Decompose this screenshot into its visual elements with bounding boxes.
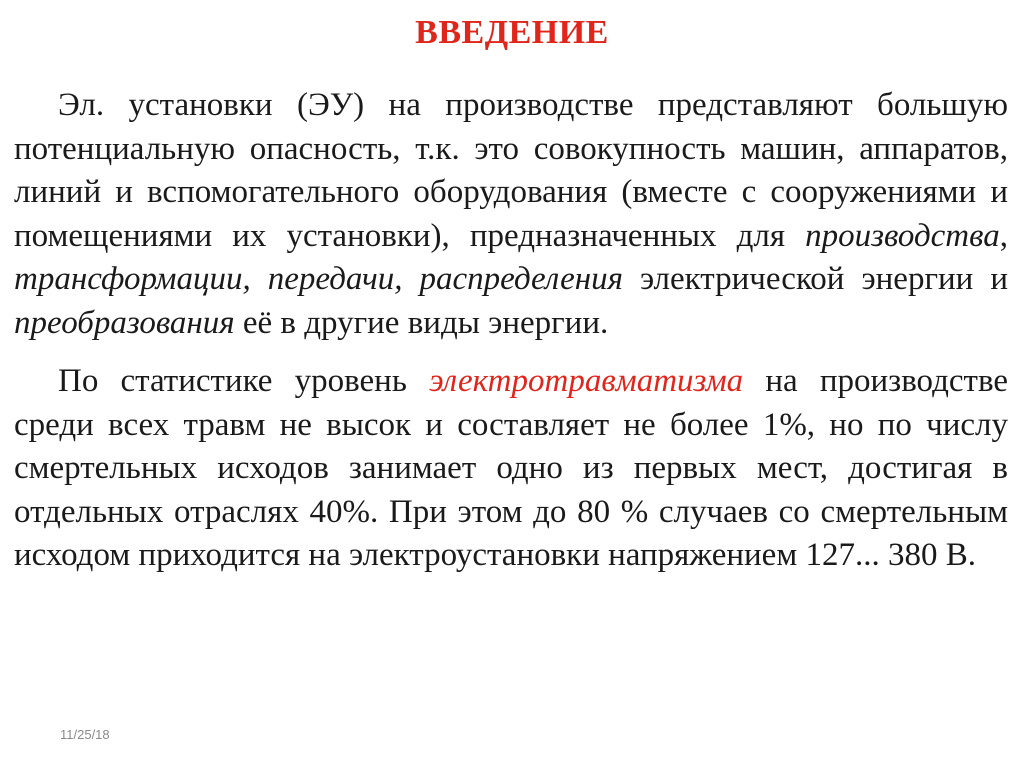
slide-title: ВВЕДЕНИЕ [415, 14, 609, 51]
intro-text-4: её в другие виды энергии. [234, 304, 609, 341]
intro-italic-production: производства [805, 217, 1000, 254]
slide-date: 11/25/18 [60, 727, 110, 742]
stats-text-1: По статистике уровень [58, 363, 430, 399]
intro-italic-transformation: трансформации, передачи, распределения [14, 261, 623, 297]
intro-italic-conversion: преобразования [14, 304, 235, 341]
paragraph-intro [14, 84, 1008, 345]
stats-text-2: на производстве среди всех травм не высок и составляет не более 1%, но по числу смертельных исходов занимает одно из первых мест, достигая в отдельных отраслях 40%. При этом до 80 % случаев со смертельным исходом приходится на электроустановки напряжением 127... 380 В. [14, 363, 1008, 573]
intro-text-1: Эл. установки (ЭУ) на производстве представляют большую потенциальную опасность, т.к. это совокупность машин, аппаратов, линий и вспомогательного оборудования (вместе с сооружениями и помещениями их установки), предназначенных для [14, 87, 1008, 254]
stats-accent-electrotrauma: электротравматизма [429, 363, 744, 399]
paragraph-statistics [14, 360, 1008, 578]
intro-text-2: , [999, 217, 1008, 254]
slide-body [14, 84, 1008, 578]
intro-text-3: электрической энергии и [622, 261, 1009, 297]
